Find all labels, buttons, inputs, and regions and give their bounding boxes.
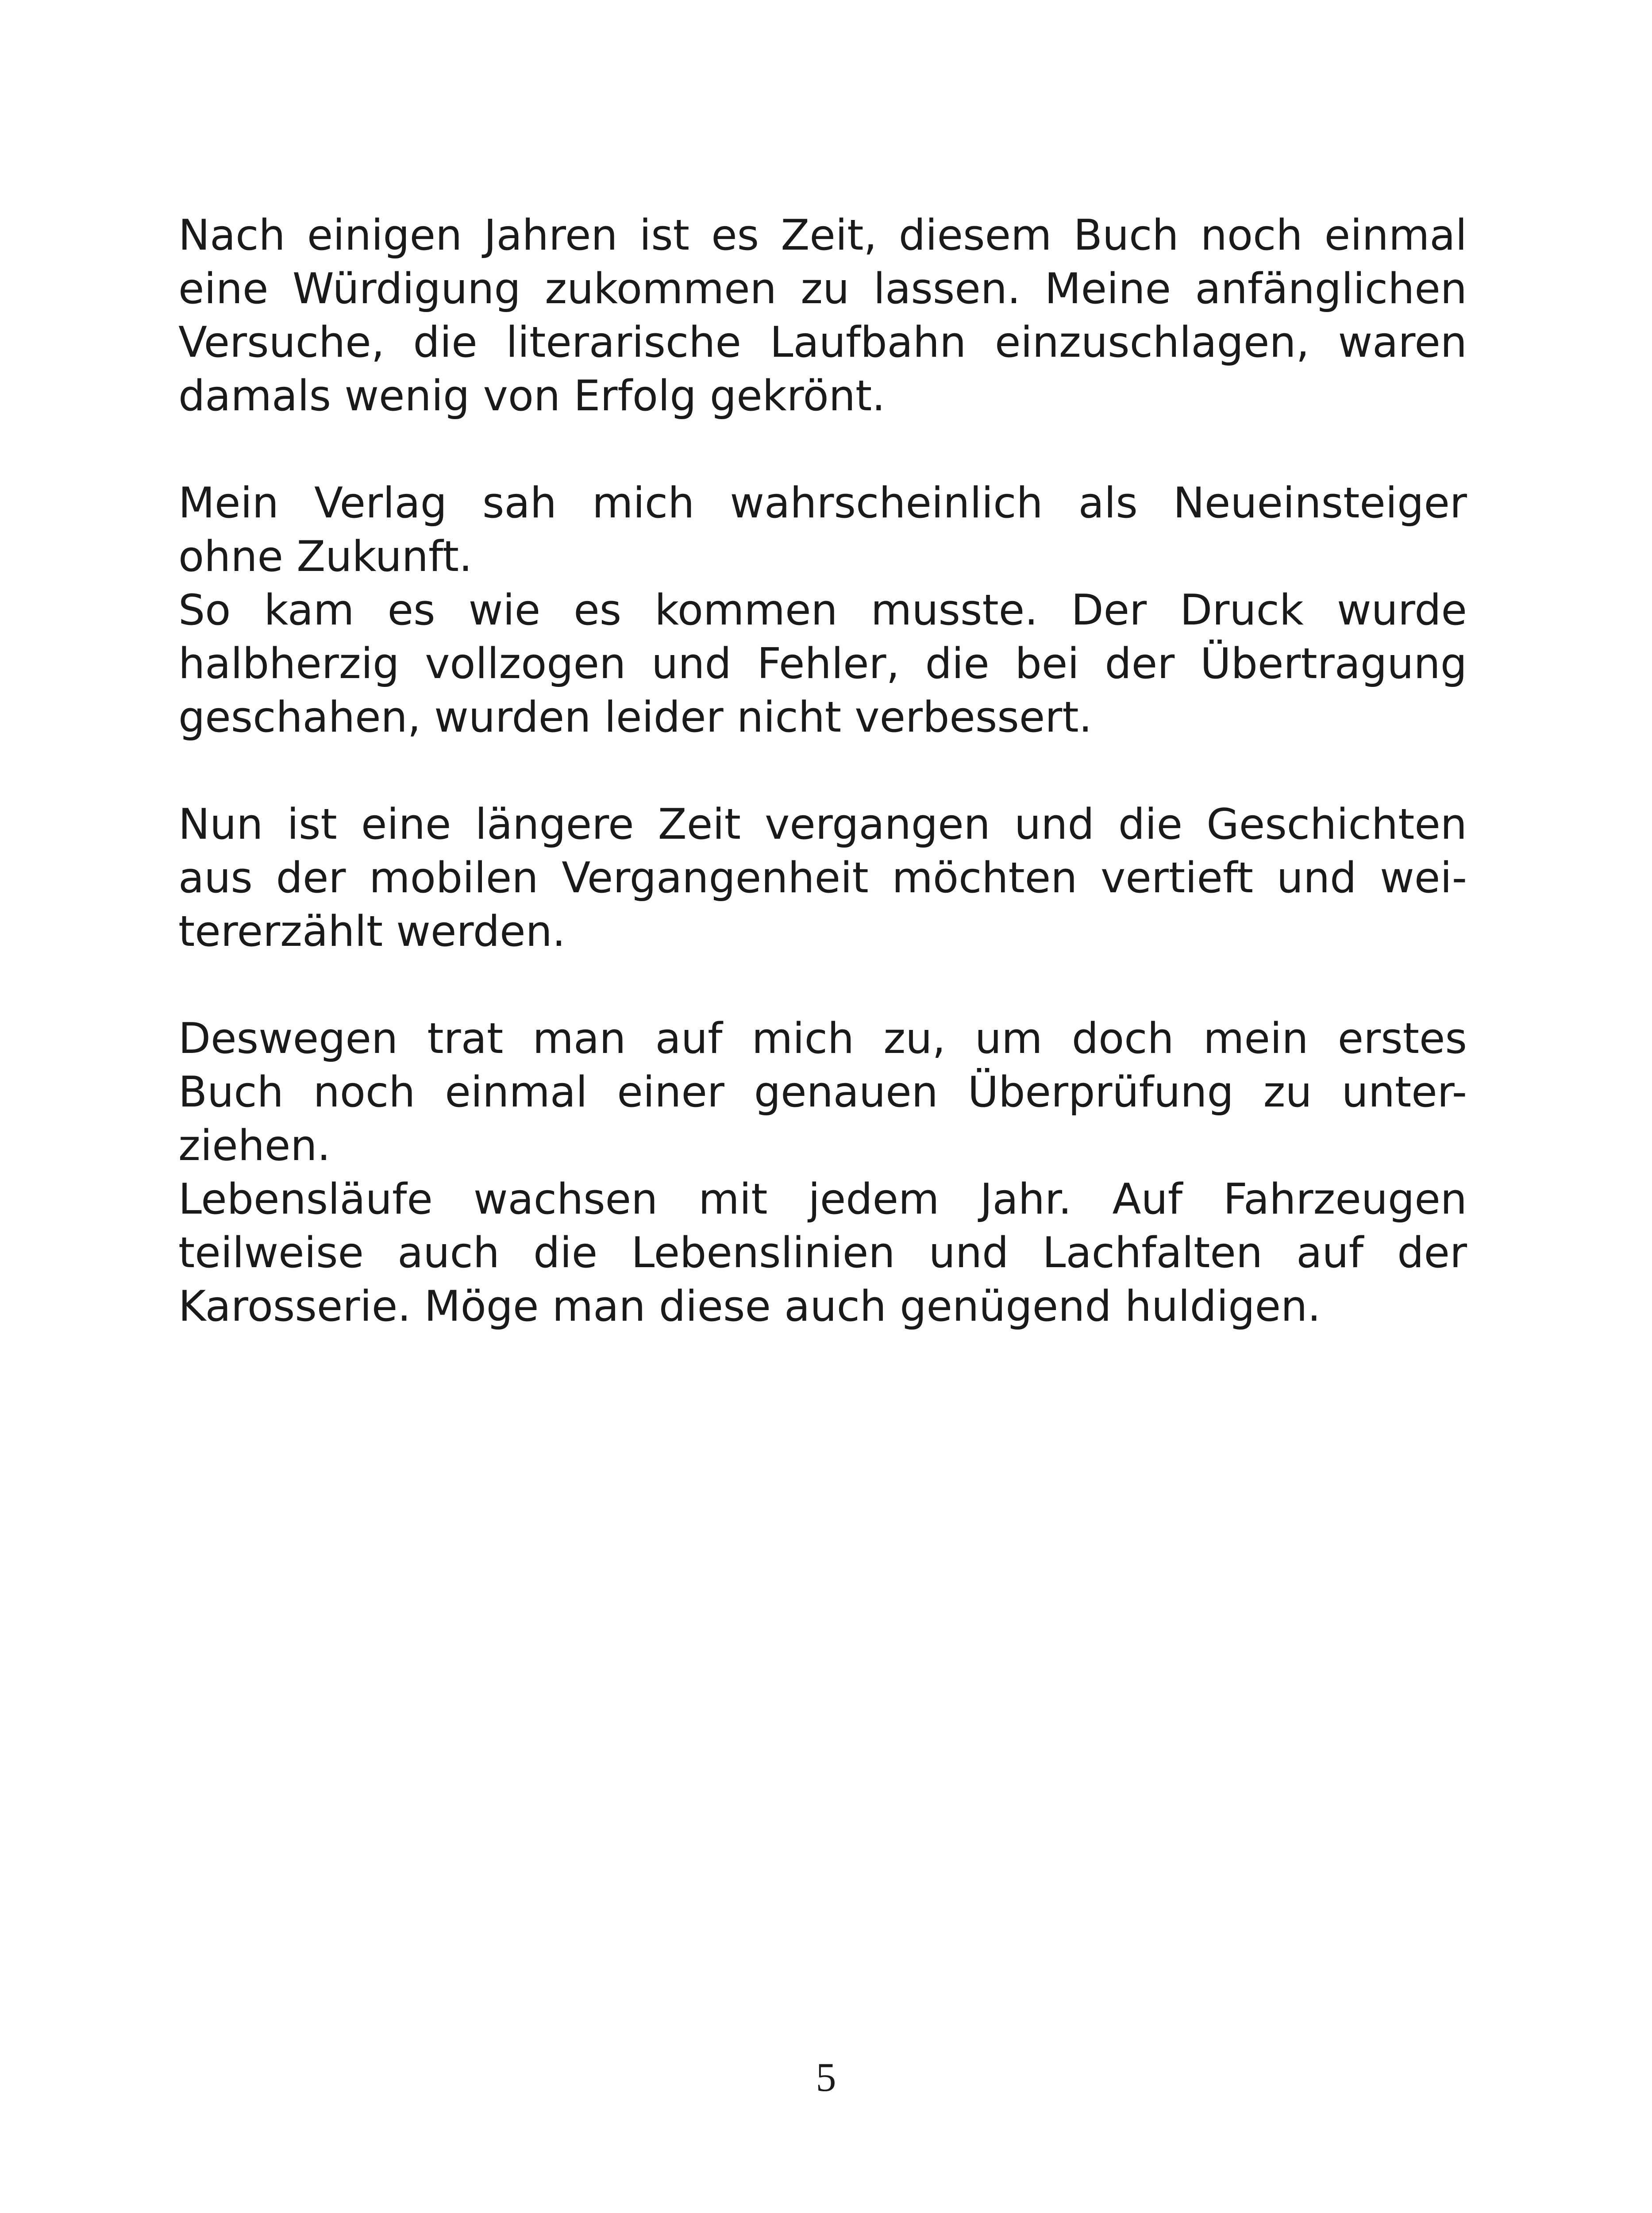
text-line: Lebensläufe wachsen mit jedem Jahr. Auf Fahrzeugen bbox=[178, 1175, 1467, 1224]
text-line: Nun ist eine längere Zeit vergangen und die Geschichten bbox=[178, 800, 1467, 849]
paragraph-4 bbox=[178, 1012, 1467, 1334]
text-line: halbherzig vollzogen und Fehler, die bei der Übertragung bbox=[178, 640, 1467, 688]
text-line: teilweise auch die Lebenslinien und Lachfalten auf der bbox=[178, 1229, 1467, 1277]
paragraph-gap bbox=[178, 423, 1467, 477]
text-line: Nach einigen Jahren ist es Zeit, diesem Buch noch einmal bbox=[178, 211, 1467, 260]
text-line: Versuche, die literarische Laufbahn einzuschlagen, waren bbox=[178, 318, 1467, 367]
text-line: Mein Verlag sah mich wahrscheinlich als Neueinsteiger bbox=[178, 479, 1467, 528]
text-line: Karosserie. Möge man diese auch genügend huldigen. bbox=[178, 1282, 1321, 1331]
page-number: 5 bbox=[816, 2055, 836, 2100]
text-line: ohne Zukunft. bbox=[178, 532, 473, 581]
paragraph-3 bbox=[178, 798, 1467, 959]
text-line: aus der mobilen Vergangenheit möchten vertieft und wei- bbox=[178, 854, 1467, 902]
text-line: Buch noch einmal einer genauen Überprüfung zu unter- bbox=[178, 1068, 1467, 1117]
text-line: Deswegen trat man auf mich zu, um doch mein erstes bbox=[178, 1014, 1467, 1063]
paragraph-2 bbox=[178, 477, 1467, 744]
text-line: damals wenig von Erfolg gekrönt. bbox=[178, 372, 886, 420]
text-line: eine Würdigung zukommen zu lassen. Meine anfänglichen bbox=[178, 265, 1467, 313]
body-text bbox=[178, 209, 1467, 1334]
paragraph-1 bbox=[178, 209, 1467, 423]
text-line: ziehen. bbox=[178, 1122, 331, 1170]
text-line: So kam es wie es kommen musste. Der Druck wurde bbox=[178, 586, 1467, 635]
paragraph-gap bbox=[178, 744, 1467, 798]
paragraph-gap bbox=[178, 959, 1467, 1012]
text-line: geschahen, wurden leider nicht verbessert. bbox=[178, 693, 1092, 742]
text-line: tererzählt werden. bbox=[178, 907, 566, 956]
